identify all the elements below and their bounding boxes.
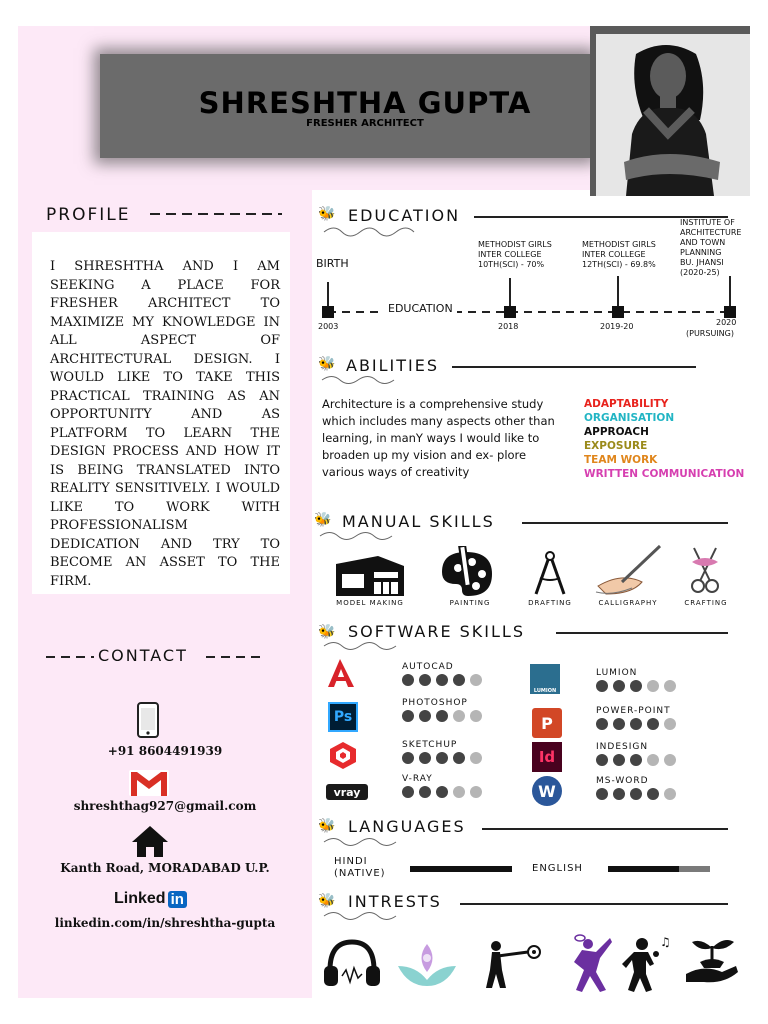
- software-skill-label: AUTOCAD: [402, 662, 454, 672]
- timeline-birth: BIRTH: [316, 257, 349, 270]
- education-heading: EDUCATION: [348, 206, 461, 225]
- language-level-track: [410, 866, 512, 872]
- ability-item: APPROACH: [584, 426, 649, 438]
- timeline-axis-label: EDUCATION: [384, 304, 457, 314]
- bee-icon: 🐝: [318, 206, 336, 222]
- msword-icon: W: [532, 776, 562, 806]
- rating-dot: [664, 680, 676, 692]
- candidate-role: FRESHER ARCHITECT: [306, 118, 424, 129]
- skill-rating-dots: [596, 718, 676, 730]
- rating-dot: [647, 718, 659, 730]
- indesign-icon: Id: [532, 742, 562, 772]
- language-label: HINDI (NATIVE): [334, 856, 386, 879]
- contact-address: Kanth Road, MORADABAD U.P.: [60, 861, 270, 875]
- photoshop-icon: Ps: [328, 702, 358, 732]
- rating-dot: [453, 786, 465, 798]
- ability-item: ORGANISATION: [584, 412, 675, 424]
- interests-rule: [460, 903, 728, 905]
- autocad-icon: [326, 658, 356, 688]
- software-skills-squiggle: [322, 638, 432, 654]
- bee-icon: 🐝: [318, 818, 336, 834]
- rating-dot: [402, 710, 414, 722]
- timeline-college: INSTITUTE OF ARCHITECTURE AND TOWN PLANNING BU. JHANSI (2020-25): [680, 218, 742, 277]
- ability-item: EXPOSURE: [584, 440, 648, 452]
- language-label: ENGLISH: [532, 863, 583, 874]
- abilities-rule: [452, 366, 696, 368]
- powerpoint-icon: P: [532, 708, 562, 738]
- rating-dot: [596, 754, 608, 766]
- interests-squiggle: [322, 908, 432, 924]
- rating-dot: [664, 718, 676, 730]
- timeline-2019: 2019-20: [600, 322, 634, 331]
- music-icon: [322, 938, 382, 992]
- rating-dot: [647, 680, 659, 692]
- ability-item: WRITTEN COMMUNICATION: [584, 468, 745, 480]
- bee-icon: 🐝: [318, 893, 336, 909]
- abilities-squiggle: [320, 372, 430, 388]
- software-skill-label: MS-WORD: [596, 776, 649, 786]
- languages-squiggle: [322, 834, 432, 850]
- gmail-icon: [128, 768, 170, 802]
- rating-dot: [419, 786, 431, 798]
- rating-dot: [470, 674, 482, 686]
- rating-dot: [453, 674, 465, 686]
- languages-rule: [482, 828, 728, 830]
- linkedin-logo-badge: in: [168, 891, 187, 908]
- rating-dot: [453, 752, 465, 764]
- rating-dot: [613, 788, 625, 800]
- rating-dot: [402, 752, 414, 764]
- software-skill-label: SKETCHUP: [402, 740, 458, 750]
- manual-skills-rule: [522, 522, 728, 524]
- rating-dot: [402, 674, 414, 686]
- manual-skill-caption: CRAFTING: [684, 599, 728, 607]
- lumion-icon: LUMION: [530, 664, 560, 694]
- rating-dot: [436, 786, 448, 798]
- skill-rating-dots: [596, 754, 676, 766]
- software-skill-label: V-RAY: [402, 774, 433, 784]
- rating-dot: [613, 754, 625, 766]
- linkedin-icon: [114, 890, 187, 908]
- timeline-pursuing: (PURSUING): [686, 329, 734, 338]
- rating-dot: [613, 680, 625, 692]
- software-skills-rule: [556, 632, 728, 634]
- painting-icon: [438, 546, 494, 604]
- skill-rating-dots: [402, 786, 482, 798]
- rating-dot: [436, 752, 448, 764]
- rating-dot: [436, 674, 448, 686]
- profile-photo: [596, 34, 750, 196]
- manual-skill-caption: DRAFTING: [528, 599, 572, 607]
- rating-dot: [419, 752, 431, 764]
- sketchup-icon: [328, 740, 358, 770]
- crafting-icon: [686, 544, 724, 600]
- rating-dot: [402, 786, 414, 798]
- profile-text: I SHRESHTHA AND I AM SEEKING A PLACE FOR FRESHER ARCHITECT TO MAXIMIZE MY KNOWLEDGE IN ALL ASPECT OF ARCHITECTURAL DESIGN. I WOULD LIKE TO TAKE THIS PRACTICAL TRAINING AS AN OPPORTUNITY AND AS PLATFORM TO LEARN THE DESIGN PROCESS AND HOW IT IS BEING TRANSLATED INTO REALITY SENSITIVELY. I WOULD LIKE TO WORK WITH PROFESSIONALISM DEDICATION AND TRY TO BECOME AN ASSET TO THE FIRM.: [50, 259, 280, 589]
- education-squiggle: [322, 222, 432, 240]
- education-timeline: [316, 270, 750, 350]
- manual-skill-caption: MODEL MAKING: [336, 599, 404, 607]
- ability-item: ADAPTABILITY: [584, 398, 669, 410]
- software-skill-label: INDESIGN: [596, 742, 649, 752]
- drafting-icon: [530, 550, 570, 600]
- language-level-fill: [410, 866, 512, 872]
- timeline-2018: 2018: [498, 322, 519, 331]
- phone-icon: [136, 702, 160, 742]
- gardening-icon: [684, 936, 740, 990]
- yoga-icon: [394, 940, 460, 992]
- bee-icon: 🐝: [318, 356, 336, 372]
- rating-dot: [647, 754, 659, 766]
- rating-dot: [596, 718, 608, 730]
- rating-dot: [613, 718, 625, 730]
- rating-dot: [664, 754, 676, 766]
- skill-rating-dots: [596, 788, 676, 800]
- model-making-icon: [334, 552, 406, 602]
- timeline-school-10th: METHODIST GIRLS INTER COLLEGE 10TH(SCI) - 70%: [478, 240, 552, 269]
- abilities-heading: ABILITIES: [346, 356, 440, 375]
- languages-heading: LANGUAGES: [348, 817, 466, 836]
- software-skill-label: PHOTOSHOP: [402, 698, 468, 708]
- contact-email[interactable]: shreshthag927@gmail.com: [73, 799, 257, 813]
- manual-skills-heading: MANUAL SKILLS: [342, 512, 495, 531]
- timeline-2003: 2003: [318, 322, 339, 331]
- profile-heading: PROFILE: [46, 205, 131, 225]
- rating-dot: [470, 786, 482, 798]
- skill-rating-dots: [596, 680, 676, 692]
- rating-dot: [630, 680, 642, 692]
- vray-icon: vray: [326, 784, 368, 800]
- contact-phone[interactable]: +91 8604491939: [107, 744, 223, 758]
- calligraphy-icon: [592, 542, 664, 602]
- bee-icon: 🐝: [318, 624, 336, 640]
- language-level-fill: [608, 866, 679, 872]
- contact-dash-left: [46, 655, 94, 659]
- timeline-school-12th: METHODIST GIRLS INTER COLLEGE 12TH(SCI) - 69.8%: [582, 240, 656, 269]
- language-level-track: [608, 866, 710, 872]
- rating-dot: [470, 752, 482, 764]
- skill-rating-dots: [402, 752, 482, 764]
- abilities-text: Architecture is a comprehensive study which includes many aspects other than learning, in manY ways I would like to broaden up my vision and ex- plore various ways of creativity: [322, 397, 555, 479]
- software-skills-heading: SOFTWARE SKILLS: [348, 622, 525, 641]
- rating-dot: [453, 710, 465, 722]
- rating-dot: [630, 754, 642, 766]
- shooting-icon: [484, 940, 542, 994]
- manual-skill-caption: CALLIGRAPHY: [598, 599, 658, 607]
- contact-dash-right: [206, 655, 260, 659]
- contact-heading: CONTACT: [98, 646, 188, 665]
- profile-dash-line: [150, 212, 282, 216]
- contact-linkedin[interactable]: linkedin.com/in/shreshtha-gupta: [54, 916, 276, 930]
- svg-text:♫: ♫: [660, 935, 671, 949]
- rating-dot: [596, 788, 608, 800]
- rating-dot: [664, 788, 676, 800]
- rating-dot: [436, 710, 448, 722]
- rating-dot: [419, 710, 431, 722]
- software-skill-label: LUMION: [596, 668, 638, 678]
- skill-rating-dots: [402, 674, 482, 686]
- linkedin-logo-text: Linked: [114, 890, 166, 907]
- rating-dot: [596, 680, 608, 692]
- rating-dot: [647, 788, 659, 800]
- timeline-2020: 2020: [716, 318, 737, 327]
- rating-dot: [630, 718, 642, 730]
- manual-skills-squiggle: [318, 528, 428, 544]
- candidate-name: SHRESHTHA GUPTA: [198, 86, 532, 120]
- ability-item: TEAM WORK: [584, 454, 658, 466]
- rating-dot: [470, 710, 482, 722]
- software-skill-label: POWER-POINT: [596, 706, 671, 716]
- manual-skill-caption: PAINTING: [449, 599, 491, 607]
- badminton-icon: [566, 934, 618, 998]
- home-icon: [130, 824, 170, 862]
- skill-rating-dots: [402, 710, 482, 722]
- rating-dot: [419, 674, 431, 686]
- rating-dot: [630, 788, 642, 800]
- singing-icon: [622, 934, 674, 996]
- bee-icon: 🐝: [314, 512, 332, 528]
- interests-heading: INTRESTS: [348, 892, 442, 911]
